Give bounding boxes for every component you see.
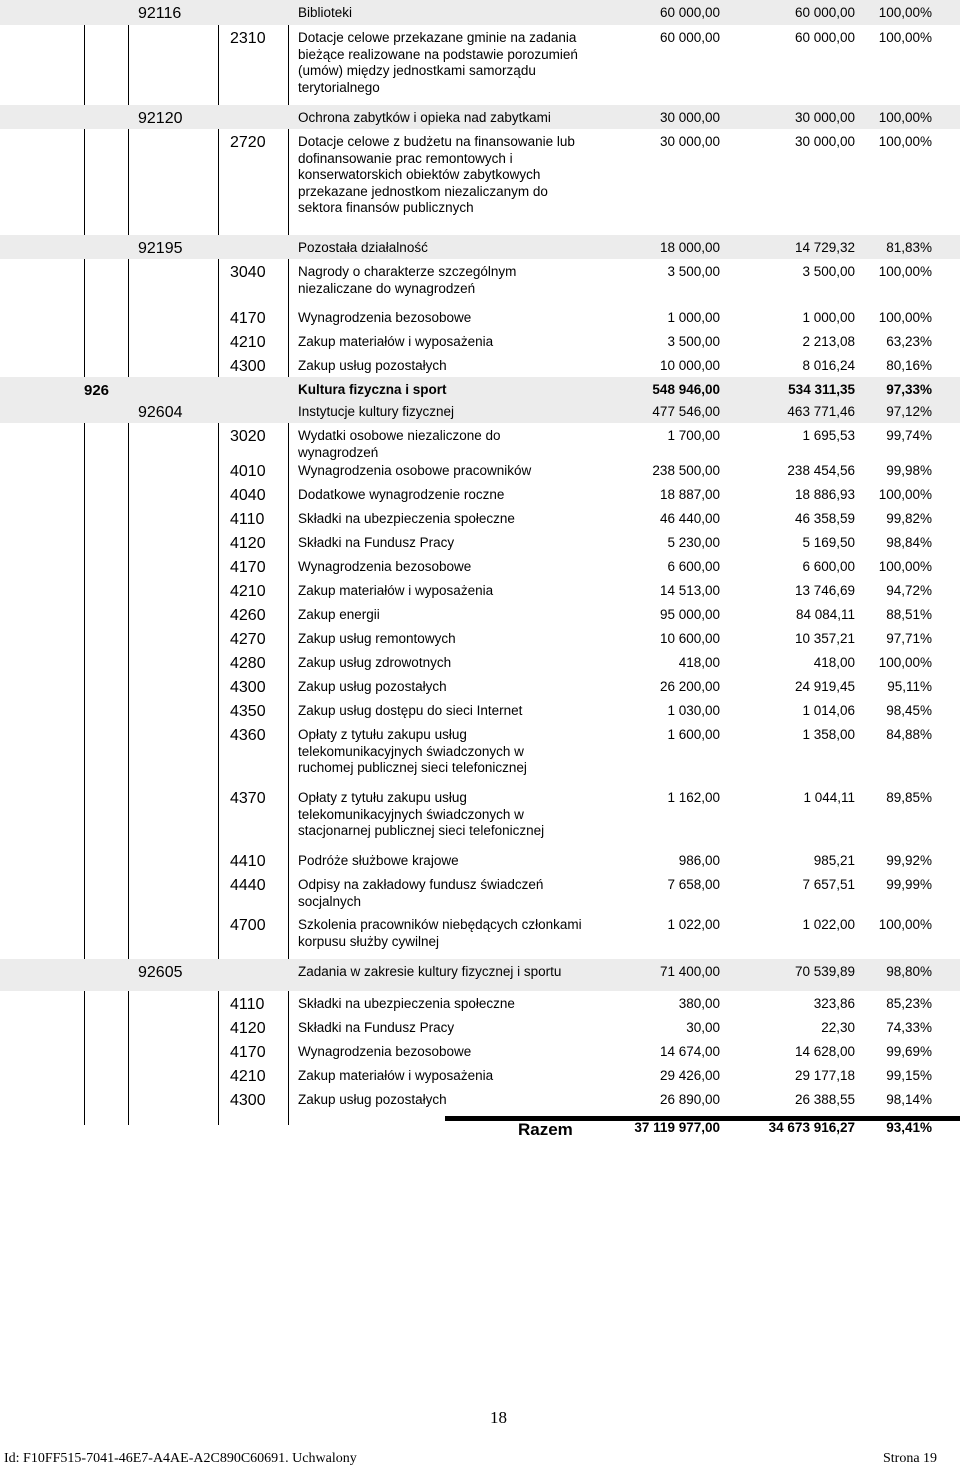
table-row	[0, 506, 960, 530]
paragraph-code: 4370	[230, 790, 266, 807]
execution-amount: 14 729,32	[794, 240, 855, 255]
plan-amount: 5 230,00	[667, 535, 720, 550]
item-name: Wynagrodzenia osobowe pracowników	[298, 463, 532, 478]
paragraph-code: 4010	[230, 463, 266, 480]
plan-amount: 1 162,00	[667, 790, 720, 805]
chapter-code: 92604	[138, 404, 183, 421]
table-row	[0, 912, 960, 959]
item-name: Dodatkowe wynagrodzenie roczne	[298, 487, 505, 502]
plan-amount: 10 600,00	[659, 631, 720, 646]
item-name: Wynagrodzenia bezosobowe	[298, 1044, 472, 1059]
plan-amount: 18 887,00	[659, 487, 720, 502]
paragraph-code: 4280	[230, 655, 266, 672]
plan-amount: 71 400,00	[659, 964, 720, 979]
plan-amount: 477 546,00	[652, 404, 720, 419]
table-row	[0, 1087, 960, 1111]
execution-amount: 7 657,51	[802, 877, 855, 892]
plan-amount: 14 513,00	[659, 583, 720, 598]
execution-percent: 98,45%	[886, 703, 932, 718]
item-name: Zakup usług pozostałych	[298, 1092, 447, 1107]
item-name: Składki na ubezpieczenia społeczne	[298, 511, 515, 526]
execution-amount: 22,30	[821, 1020, 855, 1035]
item-name: Zakup usług zdrowotnych	[298, 655, 452, 670]
plan-amount: 10 000,00	[659, 358, 720, 373]
total-percent: 93,41%	[886, 1120, 932, 1135]
execution-percent: 84,88%	[886, 727, 932, 742]
paragraph-code: 4300	[230, 1092, 266, 1109]
item-name: Biblioteki	[298, 5, 353, 20]
execution-amount: 29 177,18	[794, 1068, 855, 1083]
execution-percent: 99,98%	[886, 463, 932, 478]
paragraph-code: 4700	[230, 917, 266, 934]
footer-page-label: Strona 19	[883, 1451, 938, 1466]
execution-amount: 5 169,50	[802, 535, 855, 550]
execution-amount: 1 358,00	[802, 727, 855, 742]
paragraph-code: 3020	[230, 428, 266, 445]
total-row	[0, 1117, 960, 1141]
chapter-code: 92120	[138, 110, 183, 127]
table-row	[0, 423, 960, 458]
execution-amount: 2 213,08	[802, 334, 855, 349]
table-row	[0, 105, 960, 129]
item-name: Opłaty z tytułu zakupu usług telekomunikacyjnych świadczonych w stacjonarnej publicznej sieci telefonicznej	[298, 790, 545, 838]
table-row	[0, 129, 960, 235]
table-row	[0, 530, 960, 554]
table-row	[0, 785, 960, 848]
item-name: Opłaty z tytułu zakupu usług telekomunikacyjnych świadczonych w ruchomej publicznej sieci telefonicznej	[298, 727, 527, 775]
table-row	[0, 235, 960, 259]
division-code: 926	[84, 382, 110, 399]
paragraph-code: 4260	[230, 607, 266, 624]
paragraph-code: 4410	[230, 853, 266, 870]
execution-percent: 95,11%	[887, 679, 932, 694]
plan-amount: 548 946,00	[652, 382, 720, 397]
execution-percent: 80,16%	[886, 358, 932, 373]
execution-percent: 98,80%	[886, 964, 932, 979]
execution-percent: 99,99%	[886, 877, 932, 892]
execution-amount: 1 014,06	[802, 703, 855, 718]
table-row	[0, 1039, 960, 1063]
plan-amount: 418,00	[678, 655, 720, 670]
plan-amount: 30 000,00	[659, 134, 720, 149]
plan-amount: 30 000,00	[659, 110, 720, 125]
execution-amount: 1 022,00	[802, 917, 855, 932]
execution-amount: 30 000,00	[794, 110, 855, 125]
execution-amount: 60 000,00	[794, 5, 855, 20]
execution-percent: 88,51%	[886, 607, 932, 622]
execution-percent: 99,74%	[886, 428, 932, 443]
execution-percent: 100,00%	[878, 487, 932, 502]
execution-amount: 46 358,59	[794, 511, 855, 526]
plan-amount: 7 658,00	[667, 877, 720, 892]
execution-amount: 30 000,00	[794, 134, 855, 149]
item-name: Wynagrodzenia bezosobowe	[298, 310, 472, 325]
table-row	[0, 1015, 960, 1039]
item-name: Ochrona zabytków i opieka nad zabytkami	[298, 110, 551, 125]
plan-amount: 1 000,00	[667, 310, 720, 325]
execution-amount: 1 044,11	[803, 790, 855, 805]
item-name: Zadania w zakresie kultury fizycznej i sportu	[298, 964, 562, 979]
plan-amount: 3 500,00	[667, 264, 720, 279]
execution-percent: 100,00%	[878, 134, 932, 149]
item-name: Podróże służbowe krajowe	[298, 853, 459, 868]
plan-amount: 26 200,00	[659, 679, 720, 694]
total-execution: 34 673 916,27	[768, 1120, 855, 1135]
paragraph-code: 4210	[230, 334, 266, 351]
table-row	[0, 458, 960, 482]
table-row	[0, 399, 960, 423]
footer-document-id: Id: F10FF515-7041-46E7-A4AE-A2C890C60691. Uchwalony	[4, 1451, 357, 1466]
table-row	[0, 259, 960, 305]
execution-percent: 100,00%	[878, 655, 932, 670]
execution-percent: 81,83%	[886, 240, 932, 255]
table-row	[0, 377, 960, 399]
item-name: Odpisy na zakładowy fundusz świadczeń socjalnych	[298, 877, 544, 909]
execution-amount: 534 311,35	[788, 382, 855, 397]
execution-amount: 14 628,00	[794, 1044, 855, 1059]
table-row	[0, 959, 960, 991]
item-name: Zakup materiałów i wyposażenia	[298, 583, 494, 598]
execution-percent: 100,00%	[878, 917, 932, 932]
paragraph-code: 4300	[230, 358, 266, 375]
execution-percent: 98,14%	[886, 1092, 932, 1107]
execution-percent: 74,33%	[886, 1020, 932, 1035]
paragraph-code: 4360	[230, 727, 266, 744]
table-row	[0, 305, 960, 329]
chapter-code: 92195	[138, 240, 183, 257]
plan-amount: 26 890,00	[659, 1092, 720, 1107]
execution-percent: 94,72%	[886, 583, 932, 598]
execution-percent: 99,69%	[886, 1044, 932, 1059]
item-name: Składki na ubezpieczenia społeczne	[298, 996, 515, 1011]
item-name: Zakup usług dostępu do sieci Internet	[298, 703, 523, 718]
paragraph-code: 4300	[230, 679, 266, 696]
paragraph-code: 2310	[230, 30, 266, 47]
table-row	[0, 554, 960, 578]
execution-amount: 323,86	[813, 996, 855, 1011]
table-row	[0, 698, 960, 722]
execution-percent: 100,00%	[878, 30, 932, 45]
execution-amount: 84 084,11	[795, 607, 855, 622]
table-row	[0, 626, 960, 650]
paragraph-code: 4170	[230, 310, 266, 327]
execution-percent: 63,23%	[886, 334, 932, 349]
paragraph-code: 4210	[230, 583, 266, 600]
execution-percent: 97,33%	[886, 382, 932, 397]
paragraph-code: 4440	[230, 877, 266, 894]
plan-amount: 986,00	[678, 853, 720, 868]
item-name: Kultura fizyczna i sport	[298, 382, 447, 397]
execution-percent: 99,82%	[886, 511, 932, 526]
plan-amount: 6 600,00	[667, 559, 720, 574]
paragraph-code: 4110	[230, 996, 265, 1013]
item-name: Zakup usług pozostałych	[298, 358, 447, 373]
paragraph-code: 4120	[230, 535, 266, 552]
execution-amount: 418,00	[813, 655, 855, 670]
plan-amount: 1 700,00	[667, 428, 720, 443]
execution-percent: 99,15%	[886, 1068, 932, 1083]
item-name: Zakup usług pozostałych	[298, 679, 447, 694]
execution-percent: 85,23%	[886, 996, 932, 1011]
table-row	[0, 1063, 960, 1087]
plan-amount: 29 426,00	[659, 1068, 720, 1083]
table-row	[0, 991, 960, 1015]
plan-amount: 1 022,00	[667, 917, 720, 932]
item-name: Zakup materiałów i wyposażenia	[298, 334, 494, 349]
execution-percent: 100,00%	[878, 559, 932, 574]
plan-amount: 18 000,00	[659, 240, 720, 255]
table-row	[0, 329, 960, 353]
paragraph-code: 3040	[230, 264, 266, 281]
execution-percent: 89,85%	[886, 790, 932, 805]
plan-amount: 60 000,00	[659, 5, 720, 20]
paragraph-code: 4040	[230, 487, 266, 504]
item-name: Wynagrodzenia bezosobowe	[298, 559, 472, 574]
execution-percent: 100,00%	[878, 5, 932, 20]
execution-amount: 8 016,24	[802, 358, 855, 373]
execution-amount: 3 500,00	[802, 264, 855, 279]
paragraph-code: 2720	[230, 134, 266, 151]
execution-percent: 100,00%	[878, 310, 932, 325]
item-name: Dotacje celowe przekazane gminie na zadania bieżące realizowane na podstawie porozumień (umów) między jednostkami samorządu terytorialnego	[298, 30, 578, 95]
execution-percent: 97,71%	[886, 631, 932, 646]
execution-amount: 238 454,56	[787, 463, 855, 478]
item-name: Składki na Fundusz Pracy	[298, 1020, 455, 1035]
plan-amount: 60 000,00	[659, 30, 720, 45]
execution-amount: 985,21	[813, 853, 855, 868]
execution-percent: 97,12%	[886, 404, 932, 419]
plan-amount: 46 440,00	[659, 511, 720, 526]
table-row	[0, 578, 960, 602]
table-row	[0, 722, 960, 785]
execution-amount: 26 388,55	[794, 1092, 855, 1107]
total-label: Razem	[518, 1120, 573, 1139]
plan-amount: 30,00	[686, 1020, 720, 1035]
execution-amount: 1 000,00	[802, 310, 855, 325]
execution-amount: 463 771,46	[787, 404, 855, 419]
execution-amount: 13 746,69	[794, 583, 855, 598]
plan-amount: 3 500,00	[667, 334, 720, 349]
item-name: Instytucje kultury fizycznej	[298, 404, 455, 419]
item-name: Szkolenia pracowników niebędących członkami korpusu służby cywilnej	[298, 917, 582, 949]
execution-percent: 100,00%	[878, 110, 932, 125]
paragraph-code: 4350	[230, 703, 266, 720]
paragraph-code: 4270	[230, 631, 266, 648]
table-row	[0, 0, 960, 25]
chapter-code: 92116	[138, 5, 182, 22]
execution-amount: 6 600,00	[802, 559, 855, 574]
paragraph-code: 4170	[230, 1044, 266, 1061]
item-name: Pozostała działalność	[298, 240, 428, 255]
item-name: Zakup materiałów i wyposażenia	[298, 1068, 494, 1083]
execution-amount: 70 539,89	[794, 964, 855, 979]
table-row	[0, 674, 960, 698]
chapter-code: 92605	[138, 964, 183, 981]
item-name: Nagrody o charakterze szczególnym niezaliczane do wynagrodzeń	[298, 264, 517, 296]
plan-amount: 380,00	[678, 996, 720, 1011]
paragraph-code: 4120	[230, 1020, 266, 1037]
item-name: Wydatki osobowe niezaliczone do wynagrodzeń	[298, 428, 501, 460]
execution-percent: 99,92%	[886, 853, 932, 868]
execution-amount: 1 695,53	[802, 428, 855, 443]
table-row	[0, 872, 960, 912]
paragraph-code: 4210	[230, 1068, 266, 1085]
plan-amount: 1 030,00	[667, 703, 720, 718]
plan-amount: 1 600,00	[667, 727, 720, 742]
item-name: Składki na Fundusz Pracy	[298, 535, 455, 550]
table-row	[0, 482, 960, 506]
page-number: 18	[490, 1408, 507, 1427]
paragraph-code: 4110	[230, 511, 265, 528]
execution-amount: 60 000,00	[794, 30, 855, 45]
table-row	[0, 650, 960, 674]
plan-amount: 14 674,00	[659, 1044, 720, 1059]
paragraph-code: 4170	[230, 559, 266, 576]
plan-amount: 238 500,00	[652, 463, 720, 478]
execution-percent: 100,00%	[878, 264, 932, 279]
item-name: Zakup energii	[298, 607, 380, 622]
table-row	[0, 602, 960, 626]
execution-amount: 10 357,21	[794, 631, 855, 646]
item-name: Zakup usług remontowych	[298, 631, 456, 646]
execution-amount: 24 919,45	[794, 679, 855, 694]
total-plan: 37 119 977,00	[634, 1120, 720, 1135]
execution-amount: 18 886,93	[794, 487, 855, 502]
table-row	[0, 25, 960, 105]
plan-amount: 95 000,00	[659, 607, 720, 622]
execution-percent: 98,84%	[886, 535, 932, 550]
table-row	[0, 848, 960, 872]
item-name: Dotacje celowe z budżetu na finansowanie lub dofinansowanie prac remontowych i konserwatorskich obiektów zabytkowych przekazane jednostkom niezaliczanym do sektora finansów publicznych	[298, 134, 575, 215]
table-row	[0, 353, 960, 377]
